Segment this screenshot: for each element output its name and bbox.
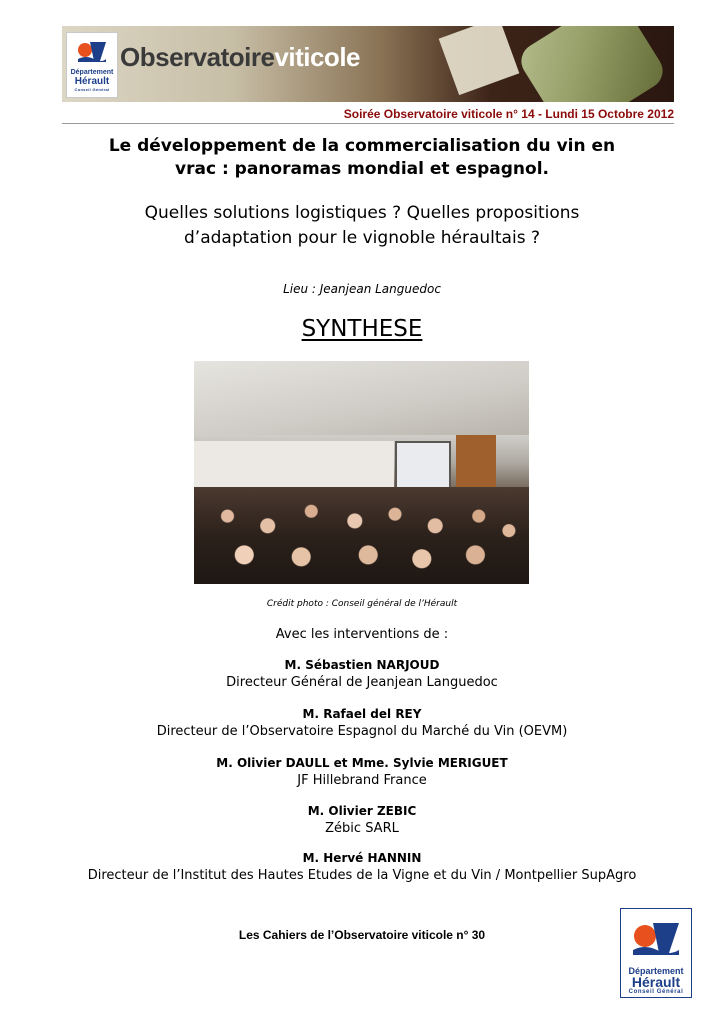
banner-title-part2: viticole	[274, 42, 360, 72]
footer-logo-herault: Hérault	[631, 974, 681, 990]
logo-text-herault: Hérault	[74, 76, 110, 87]
speaker-role: Zébic SARL	[325, 821, 399, 836]
footer-logo-departement: Département	[628, 966, 684, 976]
speaker-block	[22, 850, 702, 884]
photo-wall	[194, 441, 394, 491]
speaker-role: Directeur Général de Jeanjean Languedoc	[226, 675, 498, 690]
photo-audience	[194, 487, 529, 584]
department-logo	[66, 32, 118, 98]
herault-emblem-icon	[631, 919, 681, 959]
interventions-intro: Avec les interventions de :	[275, 627, 449, 642]
title-line-1: Le développement de la commercialisation du vin en	[108, 136, 616, 156]
footer-logo-conseil: Conseil Général	[628, 989, 684, 995]
photo-ceiling	[194, 361, 529, 435]
logo-text-departement: Département	[70, 69, 114, 76]
speaker-block	[22, 803, 702, 837]
speaker-role: Directeur de l’Institut des Hautes Etudes de la Vigne et du Vin / Montpellier SupAgro	[87, 868, 637, 883]
banner-title-part1: Observatoire	[120, 42, 275, 72]
department-logo-text	[69, 69, 115, 92]
speaker-block	[22, 706, 702, 740]
photo-credit: Crédit photo : Conseil général de l’Hérault	[266, 599, 458, 609]
document-title	[62, 135, 662, 181]
event-line: Soirée Observatoire viticole n° 14 - Lundi 15 Octobre 2012	[343, 107, 674, 121]
herault-emblem-icon	[76, 39, 108, 65]
header-divider	[62, 123, 674, 124]
venue-line: Lieu : Jeanjean Languedoc	[283, 282, 441, 296]
banner-label-image	[439, 26, 520, 95]
logo-text-conseil: Conseil Général	[74, 87, 110, 92]
photo-projection-screen	[395, 441, 451, 489]
speaker-block	[22, 755, 702, 789]
banner-bottle-image	[515, 26, 670, 102]
speaker-name: M. Olivier DAULL et Mme. Sylvie MERIGUET	[216, 756, 508, 770]
conference-photo	[194, 361, 529, 584]
document-subtitle	[62, 201, 662, 251]
header-banner	[62, 26, 674, 102]
cahiers-footer: Les Cahiers de l’Observatoire viticole n° 30	[238, 928, 486, 942]
synthese-heading: SYNTHESE	[301, 316, 423, 342]
speaker-name: M. Rafael del REY	[302, 707, 422, 721]
speaker-name: M. Olivier ZEBIC	[307, 804, 417, 818]
speaker-role: Directeur de l’Observatoire Espagnol du Marché du Vin (OEVM)	[156, 724, 568, 739]
speaker-name: M. Hervé HANNIN	[302, 851, 422, 865]
title-line-2: vrac : panoramas mondial et espagnol.	[175, 159, 549, 179]
subtitle-line-2: d’adaptation pour le vignoble héraultais ?	[184, 228, 540, 248]
subtitle-line-1: Quelles solutions logistiques ? Quelles propositions	[144, 203, 580, 223]
banner-title	[120, 42, 360, 73]
speaker-role: JF Hillebrand France	[297, 773, 427, 788]
speaker-block	[22, 657, 702, 691]
speaker-name: M. Sébastien NARJOUD	[284, 658, 440, 672]
footer-department-logo	[620, 908, 692, 998]
